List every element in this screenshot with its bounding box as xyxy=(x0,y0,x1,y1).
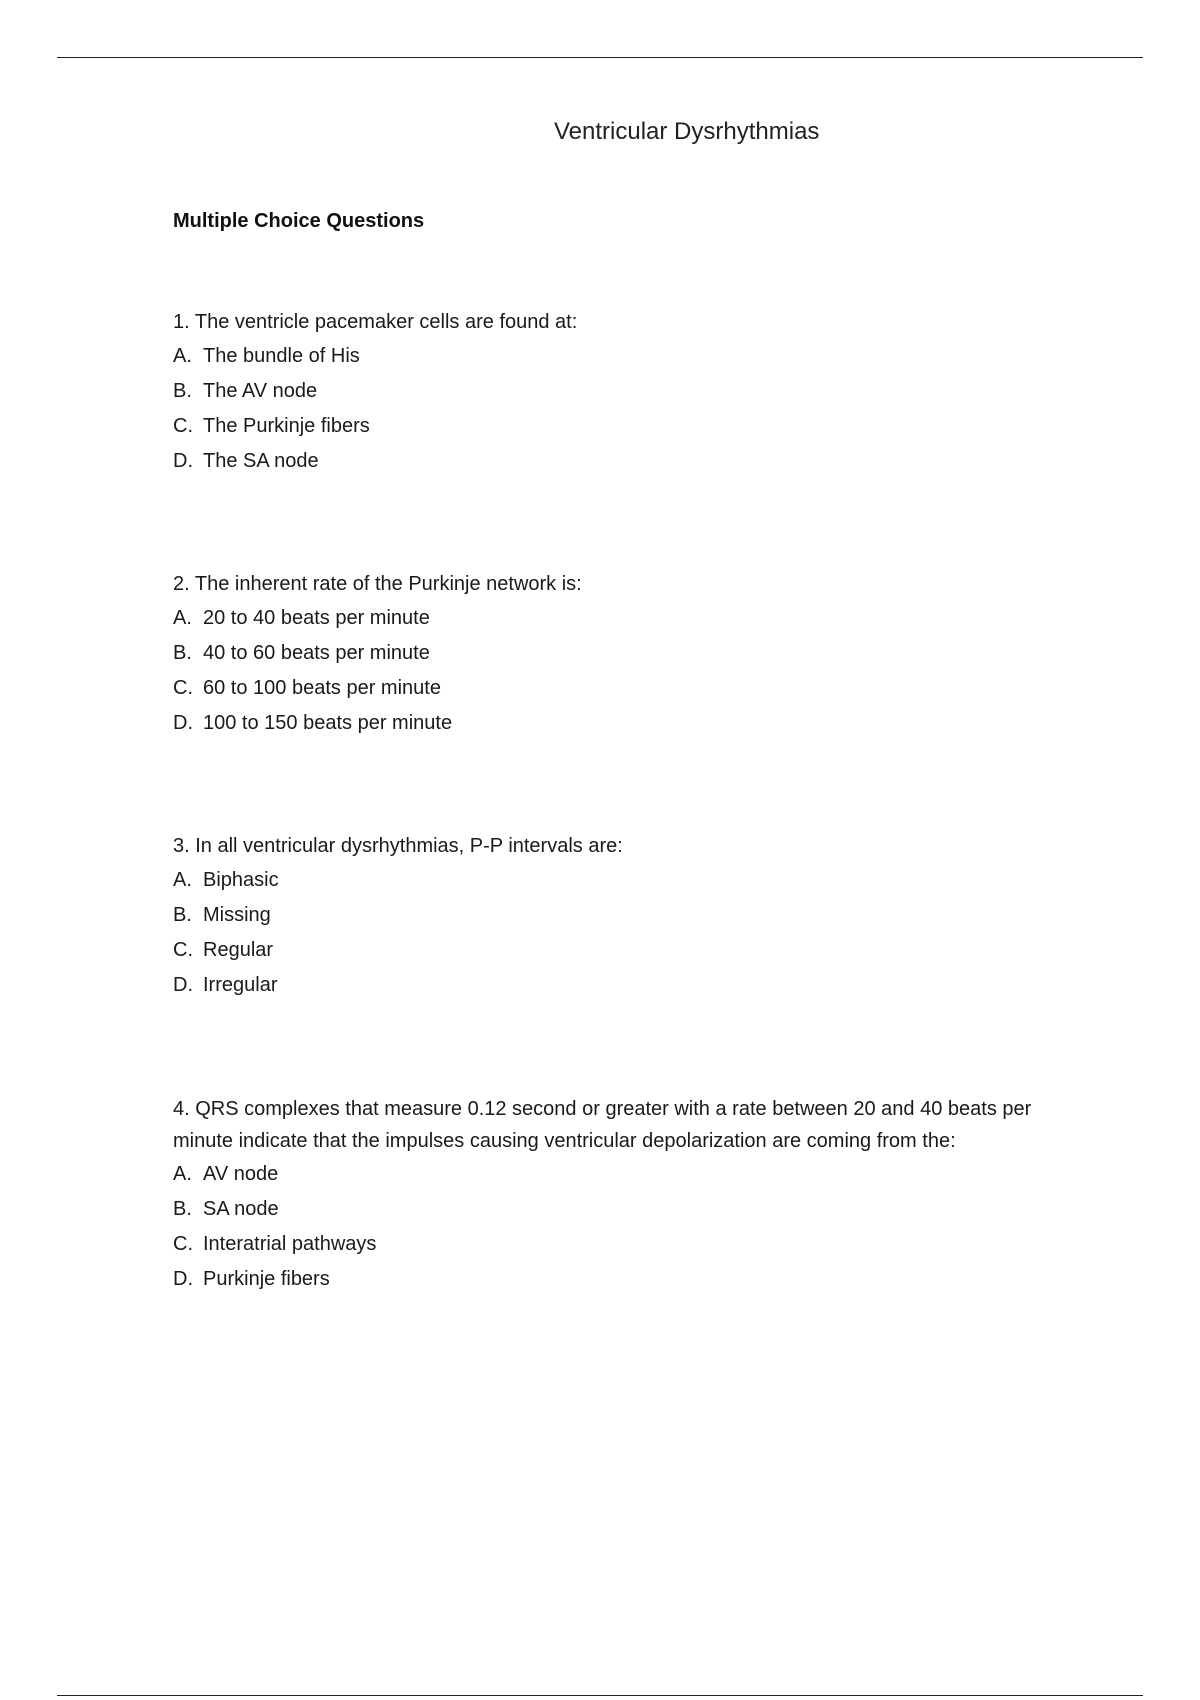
option-text: Biphasic xyxy=(203,869,279,891)
option-text: The AV node xyxy=(203,380,318,402)
option-d xyxy=(173,706,1093,741)
option-c xyxy=(173,933,1093,968)
question-stem: 2. The inherent rate of the Purkinje network is: xyxy=(173,573,582,595)
option-c xyxy=(173,1227,1093,1262)
question-2 xyxy=(173,568,1093,741)
option-b xyxy=(173,898,1093,933)
option-letter: A. xyxy=(173,345,192,367)
option-c xyxy=(173,409,1093,444)
option-letter: C. xyxy=(173,939,193,961)
option-a xyxy=(173,863,1093,898)
option-letter: B. xyxy=(173,642,192,664)
option-text: The bundle of His xyxy=(203,345,360,367)
option-d xyxy=(173,968,1093,1003)
bottom-rule xyxy=(57,1695,1143,1696)
option-text: The SA node xyxy=(203,450,319,472)
option-letter: B. xyxy=(173,380,192,402)
option-text: 20 to 40 beats per minute xyxy=(203,607,430,629)
option-text: Interatrial pathways xyxy=(203,1233,377,1255)
option-a xyxy=(173,339,1093,374)
option-b xyxy=(173,374,1093,409)
question-stem: 3. In all ventricular dysrhythmias, P-P intervals are: xyxy=(173,835,623,857)
question-1 xyxy=(173,306,1093,479)
option-d xyxy=(173,1262,1093,1297)
option-letter: D. xyxy=(173,974,193,996)
option-letter: B. xyxy=(173,1198,192,1220)
question-4 xyxy=(173,1093,1093,1297)
option-letter: D. xyxy=(173,1268,193,1290)
option-letter: B. xyxy=(173,904,192,926)
option-letter: A. xyxy=(173,1163,192,1185)
option-a xyxy=(173,601,1093,636)
option-text: Irregular xyxy=(203,974,278,996)
top-rule xyxy=(57,57,1143,58)
option-text: Missing xyxy=(203,904,271,926)
option-text: SA node xyxy=(203,1198,279,1220)
option-text: The Purkinje fibers xyxy=(203,415,370,437)
option-b xyxy=(173,1192,1093,1227)
option-letter: C. xyxy=(173,1233,193,1255)
section-heading: Multiple Choice Questions xyxy=(173,210,425,232)
option-c xyxy=(173,671,1093,706)
option-text: 60 to 100 beats per minute xyxy=(203,677,441,699)
option-d xyxy=(173,444,1093,479)
option-text: Regular xyxy=(203,939,274,961)
option-text: AV node xyxy=(203,1163,279,1185)
option-letter: D. xyxy=(173,712,193,734)
option-text: Purkinje fibers xyxy=(203,1268,330,1290)
option-letter: D. xyxy=(173,450,193,472)
option-b xyxy=(173,636,1093,671)
page-title: Ventricular Dysrhythmias xyxy=(554,118,820,145)
option-a xyxy=(173,1157,1093,1192)
question-stem: 4. QRS complexes that measure 0.12 second or greater with a rate between 20 and 40 beats per minute indicate that the impulses causing ventricular depolarization are coming from the: xyxy=(173,1098,1032,1152)
option-text: 40 to 60 beats per minute xyxy=(203,642,430,664)
question-stem: 1. The ventricle pacemaker cells are found at: xyxy=(173,311,578,333)
option-letter: A. xyxy=(173,607,192,629)
option-letter: A. xyxy=(173,869,192,891)
question-3 xyxy=(173,830,1093,1003)
option-letter: C. xyxy=(173,415,193,437)
option-text: 100 to 150 beats per minute xyxy=(203,712,453,734)
option-letter: C. xyxy=(173,677,193,699)
